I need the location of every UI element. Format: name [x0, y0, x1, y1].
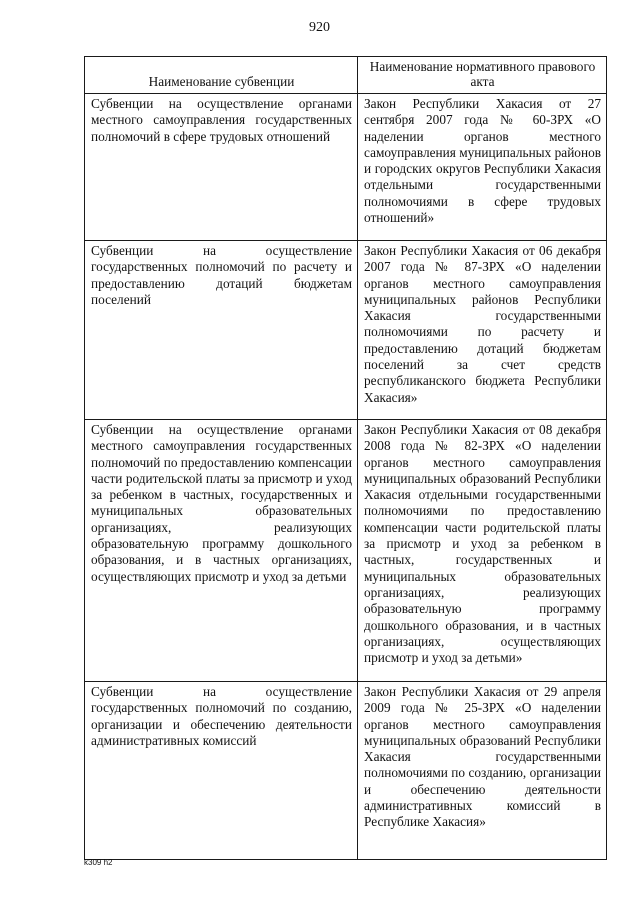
legal-act-cell: Закон Республики Хакасия от 27 сентября 2007 года № 60-ЗРХ «О наделении органов местного самоуправления муниципальных районов и городских округов Республики Хакасия отдельными государственными полномочиями в сфере трудовых отношений» [358, 94, 607, 241]
header-legal-act-name: Наименование нормативного правового акта [358, 57, 607, 94]
subsidy-table [84, 56, 607, 860]
table-row [85, 241, 607, 420]
subsidy-cell: Субвенции на осуществление органами местного самоуправления государственных полномочий в сфере трудовых отношений [85, 94, 358, 241]
page-number: 920 [309, 20, 330, 35]
table-row [85, 682, 607, 860]
header-subsidy-name: Наименование субвенции [85, 57, 358, 94]
footer-code: k309 h2 [84, 858, 113, 867]
subsidy-cell: Субвенции на осуществление государственных полномочий по созданию, организации и обеспечению деятельности административных комиссий [85, 682, 358, 860]
table-row [85, 420, 607, 682]
legal-act-cell: Закон Республики Хакасия от 08 декабря 2008 года № 82-ЗРХ «О наделении органов местного самоуправления муниципальных образований Республики Хакасия отдельными государственными полномочиями по предоставлению компенсации части родительской платы за присмотр и уход за ребенком в частных, государственных и муниципальных образовательных организациях, реализующих образовательную программу дошкольного образования, и в частных организациях, осуществляющих присмотр и уход за детьми» [358, 420, 607, 682]
table-header-row [85, 57, 607, 94]
legal-act-cell: Закон Республики Хакасия от 29 апреля 2009 года № 25-ЗРХ «О наделении органов местного самоуправления муниципальных образований Республики Хакасия государственными полномочиями по созданию, организации и обеспечению деятельности административных комиссий в Республике Хакасия» [358, 682, 607, 860]
subsidy-cell: Субвенции на осуществление органами местного самоуправления государственных полномочий по предоставлению компенсации части родительской платы за присмотр и уход за ребенком в частных, государственных и муниципальных образовательных организациях, реализующих образовательную программу дошкольного образования, и в частных организациях, осуществляющих присмотр и уход за детьми [85, 420, 358, 682]
subsidy-cell: Субвенции на осуществление государственных полномочий по расчету и предоставлению дотаций бюджетам поселений [85, 241, 358, 420]
legal-act-cell: Закон Республики Хакасия от 06 декабря 2007 года № 87-ЗРХ «О наделении органов местного самоуправления муниципальных районов Республики Хакасия государственными полномочиями по расчету и предоставлению дотаций бюджетам поселений за счет средств республиканского бюджета Республики Хакасия» [358, 241, 607, 420]
table-row [85, 94, 607, 241]
